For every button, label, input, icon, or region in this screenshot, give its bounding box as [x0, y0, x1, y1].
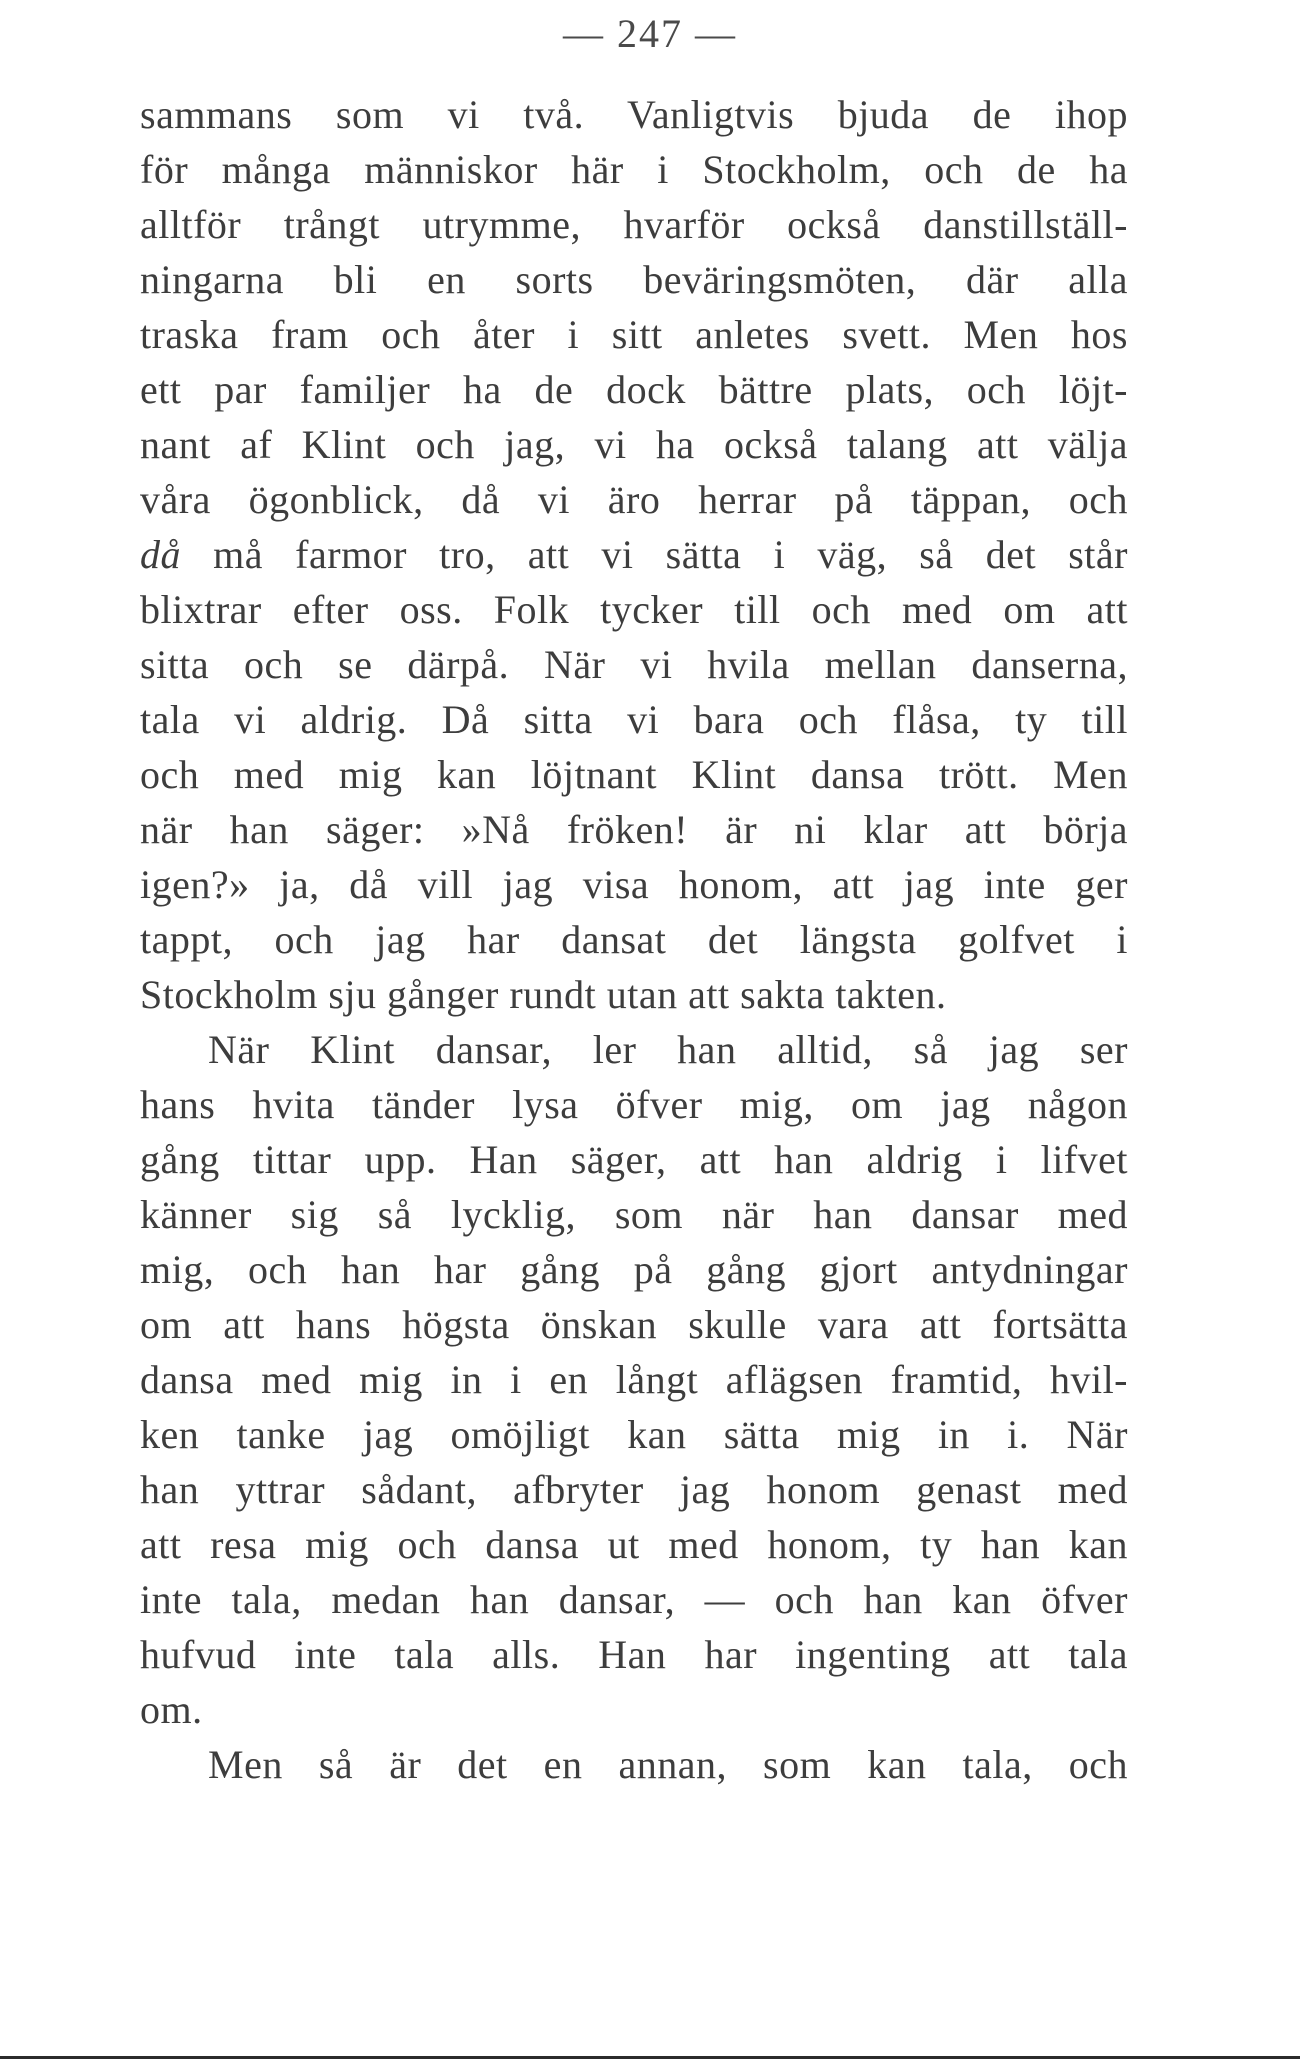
text-line: ningarna bli en sorts beväringsmöten, där alla — [140, 257, 1128, 302]
text-line: igen?» ja, då vill jag visa honom, att jag inte ger — [140, 862, 1128, 907]
scan-edge-line — [0, 2056, 1300, 2059]
text-line: om att hans högsta önskan skulle vara att fortsätta — [140, 1302, 1128, 1347]
text-line: dansa med mig in i en långt aflägsen framtid, hvil- — [140, 1357, 1128, 1402]
text-line: tala vi aldrig. Då sitta vi bara och flåsa, ty till — [140, 697, 1128, 742]
paragraph-start-line: Men så är det en annan, som kan tala, och — [208, 1742, 1128, 1787]
page-number: — 247 — — [563, 11, 737, 56]
text-line: för många människor här i Stockholm, och de ha — [140, 147, 1128, 192]
emphasized-word: då — [140, 532, 181, 577]
text-line: hufvud inte tala alls. Han har ingenting att tala — [140, 1632, 1128, 1677]
line-remainder: må farmor tro, att vi sätta i väg, så det står — [181, 532, 1128, 577]
body-text — [140, 87, 1128, 1792]
text-line: traska fram och åter i sitt anletes svett. Men hos — [140, 312, 1128, 357]
text-line: alltför trångt utrymme, hvarför också danstillställ- — [140, 202, 1128, 247]
text-line: mig, och han har gång på gång gjort antydningar — [140, 1247, 1128, 1292]
text-line: känner sig så lycklig, som när han dansar med — [140, 1192, 1128, 1237]
paragraph-end-line: om. — [140, 1687, 203, 1732]
text-line: tappt, och jag har dansat det längsta golfvet i — [140, 917, 1128, 962]
text-line: att resa mig och dansa ut med honom, ty han kan — [140, 1522, 1128, 1567]
text-line: ett par familjer ha de dock bättre plats, och löjt- — [140, 367, 1128, 412]
paragraph-end-line: Stockholm sju gånger rundt utan att sakta takten. — [140, 972, 947, 1017]
text-line: inte tala, medan han dansar, — och han kan öfver — [140, 1577, 1128, 1622]
text-line: när han säger: »Nå fröken! är ni klar att börja — [140, 807, 1128, 852]
paragraph-start-line: När Klint dansar, ler han alltid, så jag ser — [208, 1027, 1128, 1072]
text-line: våra ögonblick, då vi äro herrar på täppan, och — [140, 477, 1128, 522]
text-line: gång tittar upp. Han säger, att han aldrig i lifvet — [140, 1137, 1128, 1182]
text-line: hans hvita tänder lysa öfver mig, om jag någon — [140, 1082, 1128, 1127]
text-line: ken tanke jag omöjligt kan sätta mig in i. När — [140, 1412, 1128, 1457]
text-line: nant af Klint och jag, vi ha också talang att välja — [140, 422, 1128, 467]
text-line: blixtrar efter oss. Folk tycker till och med om att — [140, 587, 1128, 632]
text-line: han yttrar sådant, afbryter jag honom genast med — [140, 1467, 1128, 1512]
text-line: sammans som vi två. Vanligtvis bjuda de ihop — [140, 92, 1128, 137]
text-line — [140, 527, 1128, 582]
text-line: sitta och se därpå. När vi hvila mellan danserna, — [140, 642, 1128, 687]
text-line: och med mig kan löjtnant Klint dansa trött. Men — [140, 752, 1128, 797]
